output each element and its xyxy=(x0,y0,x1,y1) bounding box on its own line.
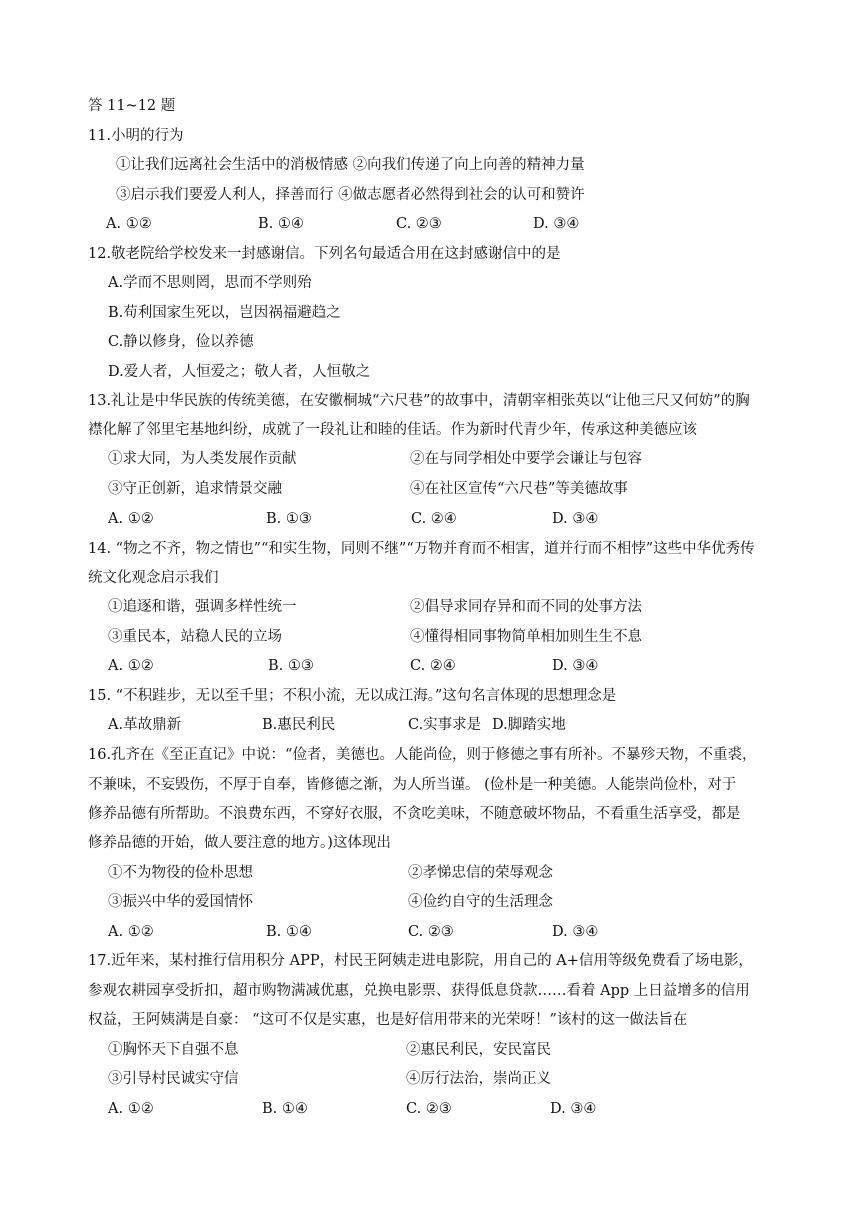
q14-option-c: C. ②④ xyxy=(410,658,456,674)
q13-item-2: ②在与同学相处中要学会谦让与包容 xyxy=(410,451,642,467)
question-16-line-1: 16.孔齐在《至正直记》中说：“俭者，美德也。人能尚俭，则于修德之事有所补。不暴殄天物，不重裘， xyxy=(88,747,757,763)
q12-option-b: B.苟利国家生死以，岂因祸福避趋之 xyxy=(108,305,341,321)
q17-option-d: D. ③④ xyxy=(550,1101,597,1117)
q17-option-c: C. ②③ xyxy=(406,1101,452,1117)
q15-option-c: C.实事求是 xyxy=(408,717,482,733)
q14-item-1: ①追逐和谐，强调多样性统一 xyxy=(108,599,297,615)
question-11-stem: 11.小明的行为 xyxy=(88,128,184,144)
q13-item-1: ①求大同，为人类发展作贡献 xyxy=(108,451,297,467)
q16-option-b: B. ①④ xyxy=(266,924,312,940)
q11-option-b: B. ①④ xyxy=(258,216,304,232)
question-17-line-2: 参观农耕园享受折扣，超市购物满减优惠，兑换电影票、获得低息贷款……看着 App 上日益增多的信用 xyxy=(88,983,750,999)
q17-item-3: ③引导村民诚实守信 xyxy=(108,1071,239,1087)
q11-option-c: C. ②③ xyxy=(396,216,442,232)
question-17-line-1: 17.近年来，某村推行信用积分 APP，村民王阿姨走进电影院，用自己的 A+信用等级免费看了场电影， xyxy=(88,953,753,969)
q17-option-b: B. ①④ xyxy=(262,1101,308,1117)
q14-item-2: ②倡导求同存异和而不同的处事方法 xyxy=(410,599,642,615)
q13-option-b: B. ①③ xyxy=(266,511,312,527)
question-14-stem-1: 14. “物之不齐，物之情也”“和实生物，同则不继”“万物并育而不相害，道并行而不相悖”这些中华优秀传 xyxy=(88,541,755,557)
q13-option-c: C. ②④ xyxy=(411,511,457,527)
q11-item-line-2: ③启示我们要爱人利人，择善而行 ④做志愿者必然得到社会的认可和赞许 xyxy=(116,187,585,203)
question-16-line-3: 修养品德有所帮助。不浪费东西，不穿好衣服，不贪吃美味，不随意破坏物品，不看重生活享受，都是 xyxy=(88,806,741,822)
q16-item-2: ②孝悌忠信的荣辱观念 xyxy=(408,865,553,881)
q11-option-d: D. ③④ xyxy=(533,216,580,232)
q13-item-4: ④在社区宣传“六尺巷”等美德故事 xyxy=(410,481,628,497)
q14-option-d: D. ③④ xyxy=(552,658,599,674)
q17-item-2: ②惠民利民，安民富民 xyxy=(406,1042,551,1058)
q16-item-4: ④俭约自守的生活理念 xyxy=(408,894,553,910)
question-13-stem-2: 襟化解了邻里宅基地纠纷，成就了一段礼让和睦的佳话。作为新时代青少年，传承这种美德应该 xyxy=(88,422,697,438)
question-17-line-3: 权益，王阿姨满是自豪： “这可不仅是实惠，也是好信用带来的光荣呀！”该村的这一做法旨在 xyxy=(88,1012,688,1028)
q17-item-1: ①胸怀天下自强不息 xyxy=(108,1042,239,1058)
question-12-stem: 12.敬老院给学校发来一封感谢信。下列名句最适合用在这封感谢信中的是 xyxy=(88,246,561,262)
q12-option-d: D.爱人者，人恒爱之；敬人者，人恒敬之 xyxy=(108,364,371,380)
q14-option-a: A. ①② xyxy=(108,658,154,674)
q15-option-a: A.革故鼎新 xyxy=(108,717,182,733)
q16-item-1: ①不为物役的俭朴思想 xyxy=(108,865,253,881)
q16-option-c: C. ②③ xyxy=(408,924,454,940)
question-13-stem-1: 13.礼让是中华民族的传统美德，在安徽桐城“六尺巷”的故事中，清朝宰相张英以“让他三尺又何妨”的胸 xyxy=(88,393,750,409)
section-header: 答 11~12 题 xyxy=(88,98,176,114)
q13-option-d: D. ③④ xyxy=(552,511,599,527)
question-16-line-2: 不兼味，不妄毁伤，不厚于自奉，皆修德之渐，为人所当谨。 (俭朴是一种美德。人能崇尚俭朴，对于 xyxy=(88,777,737,793)
q17-option-a: A. ①② xyxy=(108,1101,154,1117)
q15-option-b: B.惠民利民 xyxy=(262,717,336,733)
q16-item-3: ③振兴中华的爱国情怀 xyxy=(108,894,253,910)
q13-option-a: A. ①② xyxy=(108,511,154,527)
q16-option-d: D. ③④ xyxy=(552,924,599,940)
question-15-stem: 15. “不积跬步，无以至千里；不积小流，无以成江海。”这句名言体现的思想理念是 xyxy=(88,688,617,704)
q15-option-d: D.脚踏实地 xyxy=(492,717,566,733)
question-16-line-4: 修养品德的开始，做人要注意的地方。)这体现出 xyxy=(88,835,391,851)
question-14-stem-2: 统文化观念启示我们 xyxy=(88,570,219,586)
q16-option-a: A. ①② xyxy=(108,924,154,940)
q11-option-a: A. ①② xyxy=(106,216,152,232)
q14-item-4: ④懂得相同事物简单相加则生生不息 xyxy=(410,629,642,645)
q12-option-a: A.学而不思则罔，思而不学则殆 xyxy=(108,275,312,291)
q11-item-line-1: ①让我们远离社会生活中的消极情感 ②向我们传递了向上向善的精神力量 xyxy=(116,157,585,173)
q17-item-4: ④厉行法治，崇尚正义 xyxy=(406,1071,551,1087)
q14-item-3: ③重民本，站稳人民的立场 xyxy=(108,629,282,645)
q13-item-3: ③守正创新，追求情景交融 xyxy=(108,481,282,497)
q14-option-b: B. ①③ xyxy=(268,658,314,674)
q12-option-c: C.静以修身，俭以养德 xyxy=(108,334,254,350)
